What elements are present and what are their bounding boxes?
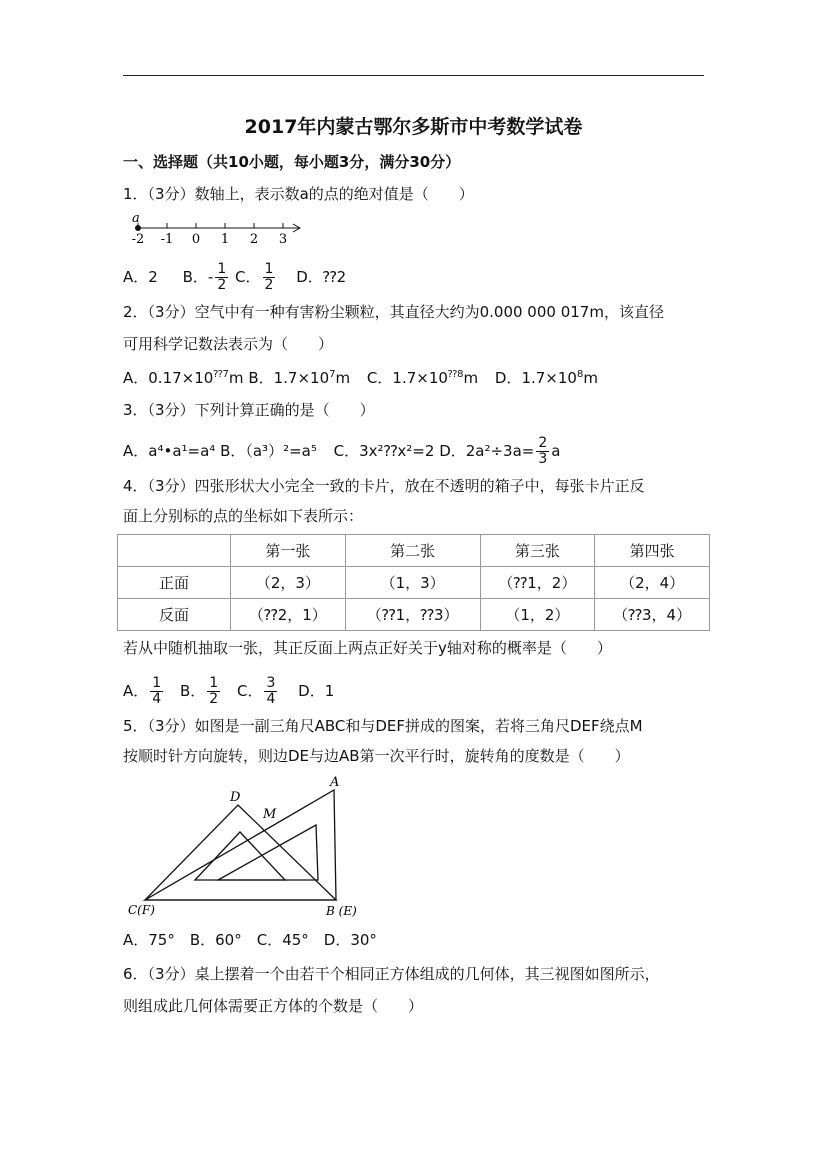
table-cell: （1，3） — [345, 567, 480, 599]
table-header-cell: 第一张 — [231, 535, 346, 567]
table-cell: （2，4） — [595, 567, 710, 599]
table-header-cell: 第四张 — [595, 535, 710, 567]
table-cell: （⁇2，1） — [231, 599, 346, 631]
q1-option-c-fraction: $\frac{1}{2}$ — [264, 261, 274, 293]
table-cell: （2，3） — [231, 567, 346, 599]
tick-label: 1 — [220, 232, 230, 247]
table-row — [118, 599, 710, 631]
triangle-def — [145, 805, 336, 900]
point-a-label: a — [132, 211, 140, 226]
q2-option-b: B．$1.7\times 10^7m$ — [248, 369, 351, 387]
q1-options — [123, 262, 346, 293]
q4-card-table — [117, 534, 710, 631]
table-cell: 反面 — [118, 599, 231, 631]
q2-options — [123, 368, 598, 388]
q1-option-c: C． — [235, 268, 261, 286]
q3-option-b: B．（a³）²=a⁵ — [220, 442, 317, 460]
tick-label: -2 — [131, 232, 145, 247]
table-cell: （⁇1，2） — [480, 567, 595, 599]
q2-stem-line2: 可用科学记数法表示为（ ） — [123, 335, 334, 353]
table-header-cell: 第二张 — [345, 535, 480, 567]
q3-stem: 3．（3分）下列计算正确的是（ ） — [123, 401, 375, 419]
q5-options: A．75° B．60° C．45° D．30° — [123, 931, 377, 949]
q1-option-b-fraction: $\frac{1}{2}$ — [217, 261, 227, 293]
triangle-abc — [145, 790, 336, 900]
table-cell: （⁇1，⁇3） — [345, 599, 480, 631]
q5-triangle-figure — [120, 770, 370, 922]
q2-option-a: A．$0.17\times 10^{⁇7}m$ — [123, 369, 244, 387]
q1-option-b-sign: - — [207, 268, 214, 286]
triangle-def-inner — [195, 832, 285, 880]
table-cell: （⁇3，4） — [595, 599, 710, 631]
q1-option-b: B． — [182, 268, 208, 286]
table-header-cell — [118, 535, 231, 567]
tick-label: -1 — [160, 232, 174, 247]
q2-option-c: C．$1.7\times 10^{⁇8}m$ — [366, 369, 479, 387]
tick-label: 0 — [191, 232, 201, 247]
q1-number-line — [118, 210, 308, 250]
q3-option-c: C．3x²⁇x²=2 — [333, 442, 435, 460]
q4-options — [123, 676, 334, 707]
q4-stem-line2: 面上分别标的点的坐标如下表所示： — [123, 507, 364, 525]
q1-option-a: A．2 — [123, 268, 158, 286]
q4-stem-line3: 若从中随机抽取一张，其正反面上两点正好关于y轴对称的概率是（ ） — [123, 639, 612, 657]
q4-option-d: D．1 — [298, 682, 335, 700]
table-header-cell: 第三张 — [480, 535, 595, 567]
label-d: D — [230, 790, 241, 805]
page-title: 2017年内蒙古鄂尔多斯市中考数学试卷 — [244, 116, 583, 138]
label-be: B (E) — [326, 904, 357, 918]
q4-option-a: A． $\frac{1}{4}$ — [123, 675, 162, 707]
q2-stem-line1: 2．（3分）空气中有一种有害粉尘颗粒，其直径大约为0.000 000 017m，该直径 — [123, 303, 664, 321]
label-cf: C(F) — [128, 903, 155, 917]
q6-stem-line1: 6．（3分）桌上摆着一个由若干个相同正方体组成的几何体，其三视图如图所示， — [123, 965, 660, 983]
q6-stem-line2: 则组成此几何体需要正方体的个数是（ ） — [123, 997, 424, 1015]
q5-stem-line1: 5．（3分）如图是一副三角尺ABC和与DEF拼成的图案，若将三角尺DEF绕点M — [123, 717, 643, 735]
table-cell: （1，2） — [480, 599, 595, 631]
q2-option-d: D．$1.7\times 10^8m$ — [494, 369, 598, 387]
q5-stem-line2: 按顺时针方向旋转，则边DE与边AB第一次平行时，旋转角的度数是（ ） — [123, 747, 630, 765]
q4-option-b: B． $\frac{1}{2}$ — [179, 675, 219, 707]
q1-option-d: D．⁇2 — [296, 268, 347, 286]
tick-label: 3 — [278, 232, 288, 247]
label-a: A — [330, 775, 340, 790]
q4-stem-line1: 4．（3分）四张形状大小完全一致的卡片，放在不透明的箱子中，每张卡片正反 — [123, 477, 645, 495]
header-rule — [123, 75, 704, 76]
q4-option-c: C． $\frac{3}{4}$ — [236, 675, 276, 707]
table-header-row — [118, 535, 710, 567]
q3-option-a: A．a⁴•a¹=a⁴ — [123, 442, 216, 460]
tick-label: 2 — [249, 232, 259, 247]
label-m: M — [263, 807, 277, 822]
table-row — [118, 567, 710, 599]
q3-option-d: D．2a²÷3a= $\frac{2}{3}$ a — [439, 435, 561, 467]
section-heading: 一、选择题（共10小题，每小题3分，满分30分） — [123, 153, 461, 171]
q3-options — [123, 436, 560, 467]
q1-stem: 1．（3分）数轴上，表示数a的点的绝对值是（ ） — [123, 185, 474, 203]
table-cell: 正面 — [118, 567, 231, 599]
